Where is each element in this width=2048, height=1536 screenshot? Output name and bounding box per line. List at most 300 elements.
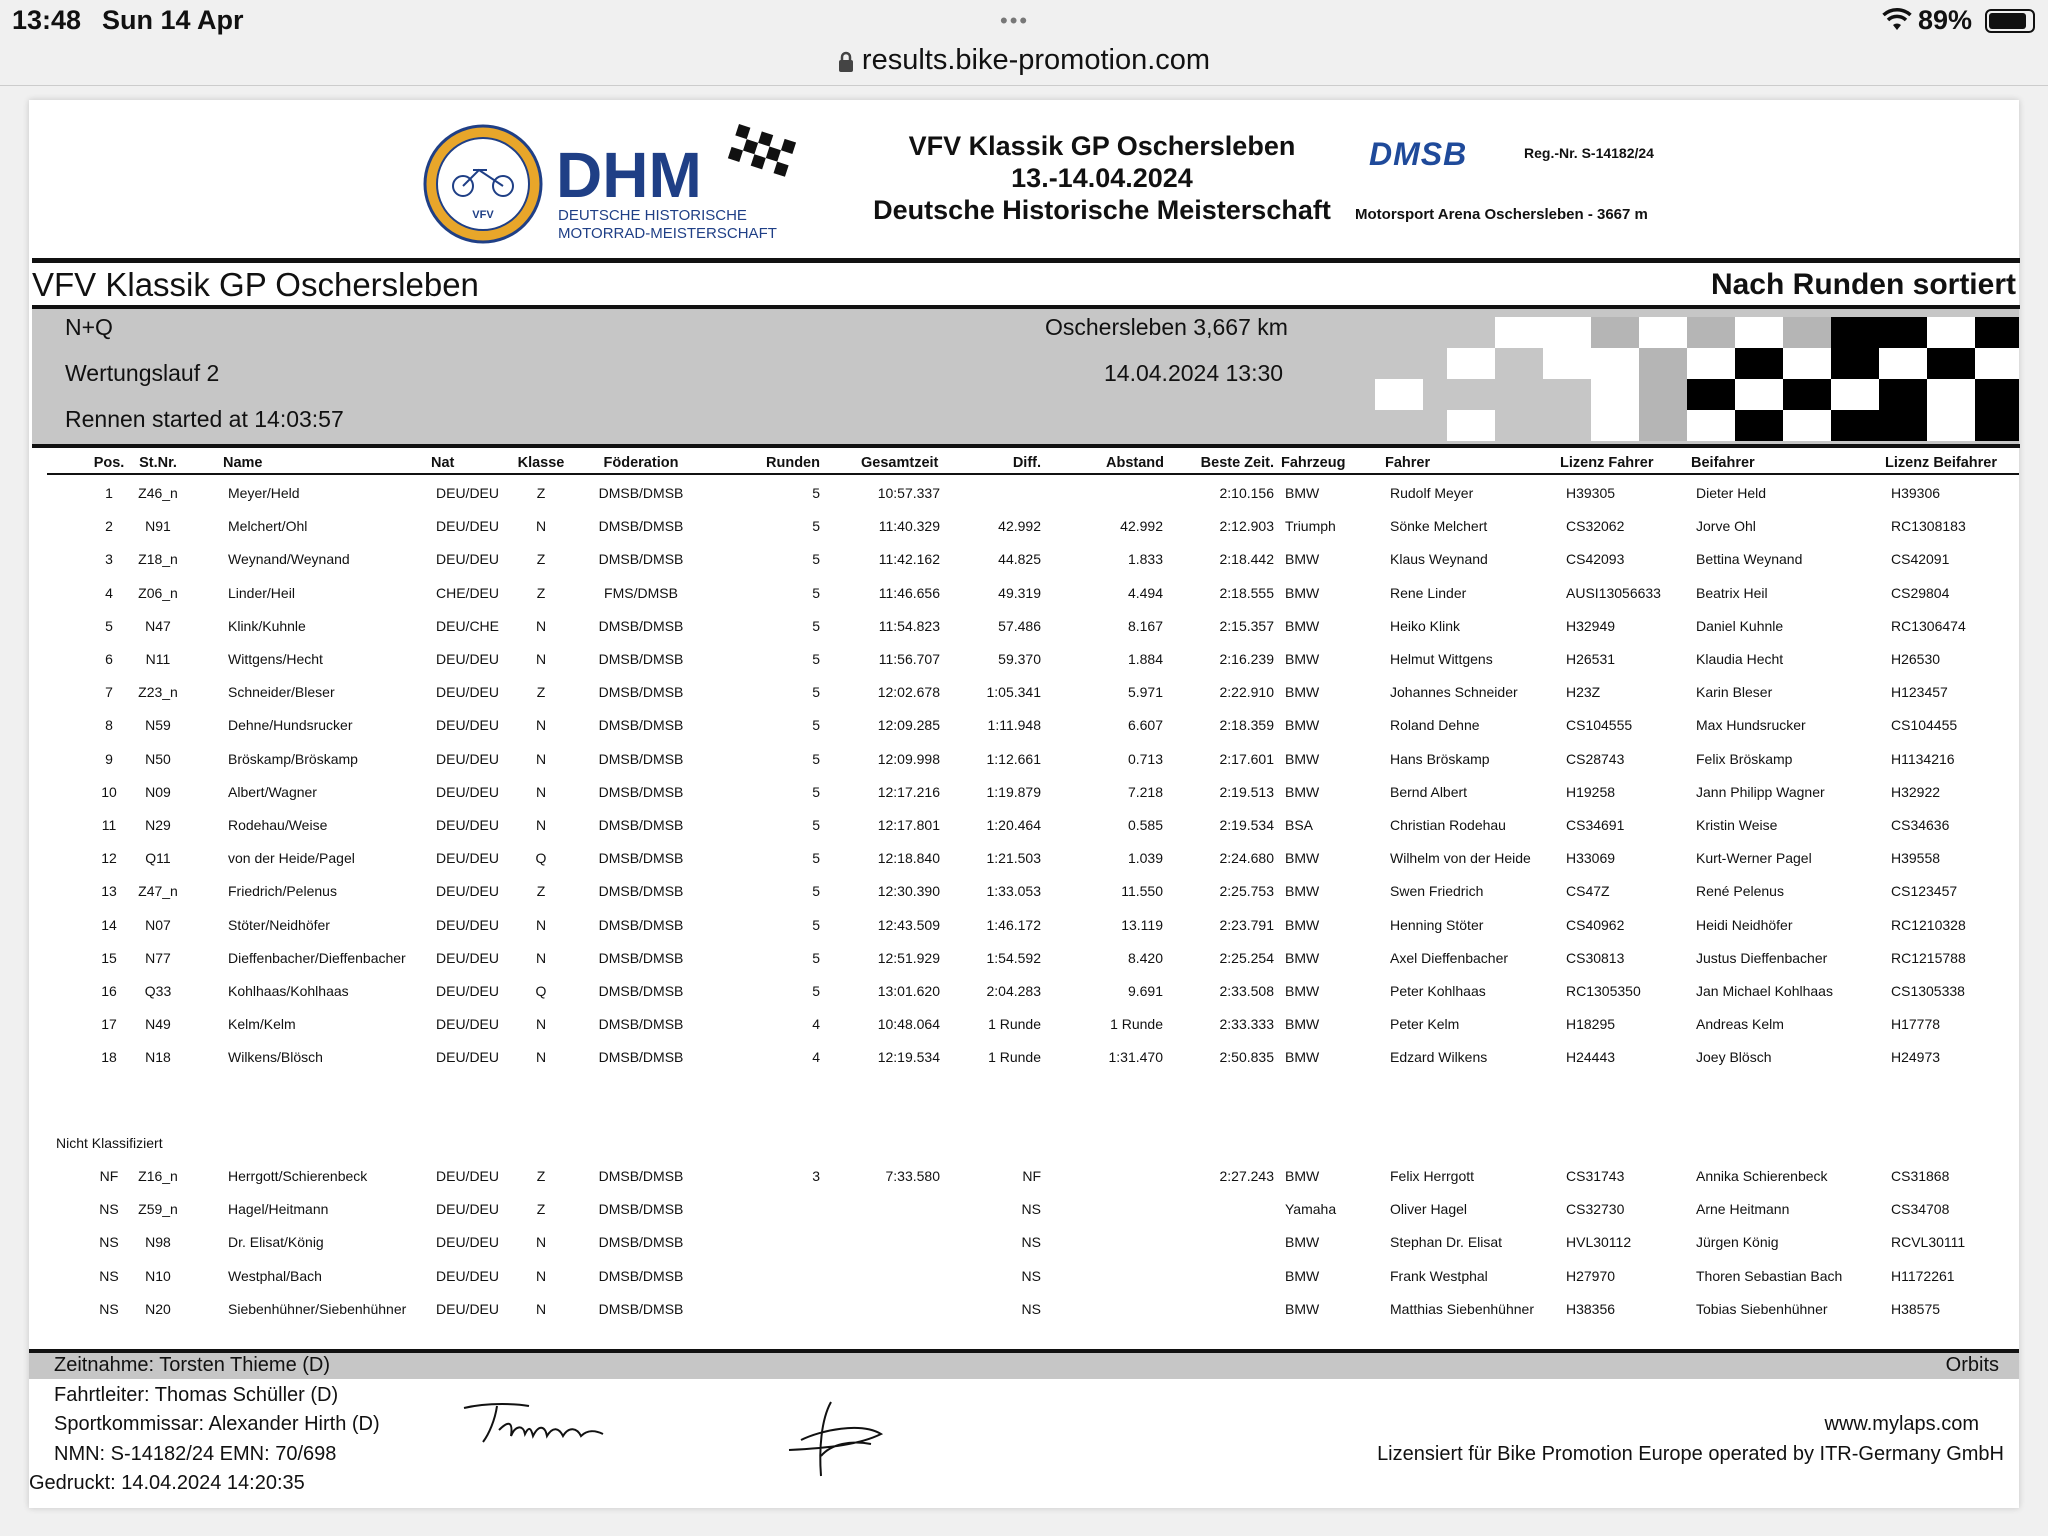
table-cell: 11:54.823 [878,617,940,634]
table-row [47,751,2019,771]
table-cell: H38356 [1566,1300,1616,1317]
dhm-sub1: DEUTSCHE HISTORISCHE [558,207,747,224]
table-cell: Annika Schierenbeck [1696,1168,1828,1184]
table-cell: 1:05.341 [986,684,1041,701]
table-cell: 5 [812,617,820,634]
table-cell: 9.691 [1127,983,1163,999]
table-row [47,684,2019,704]
table-cell: DEU/DEU [436,651,500,667]
dmsb-logo: DMSB [1369,136,1468,172]
table-cell: 5 [812,949,820,966]
table-cell: N [535,949,547,966]
table-cell: DMSB/DMSB [598,485,684,501]
table-cell: H1172261 [1891,1267,1955,1284]
table-cell: 2:10.156 [1219,485,1274,501]
table-cell: von der Heide/Pagel [228,850,355,867]
table-cell: Z59_n [138,1201,178,1218]
table-cell: N07 [145,916,171,933]
table-cell: DMSB/DMSB [598,684,684,701]
table-cell: Weynand/Weynand [228,551,350,568]
column-header: Gesamtzeit [861,455,939,471]
column-header: Name [223,455,263,471]
table-cell: NF [1022,1168,1041,1184]
checker-square [1975,317,2019,348]
table-cell: Friedrich/Pelenus [228,883,337,900]
table-cell: Siebenhühner/Siebenhühner [228,1300,407,1317]
table-cell: DEU/DEU [436,850,500,867]
table-row [47,551,2019,571]
table-cell: Kelm/Kelm [228,1016,296,1033]
table-cell: DEU/DEU [436,1267,500,1284]
dhm-sub2: MOTORRAD-MEISTERSCHAFT [558,225,777,242]
table-cell: CS32730 [1566,1201,1625,1218]
checker-square [1543,317,1591,348]
table-cell: Z06_n [138,584,178,601]
column-header: Lizenz Fahrer [1560,455,1654,471]
table-cell: Peter Kohlhaas [1390,983,1486,999]
table-cell: RCVL30111 [1891,1234,1966,1251]
table-cell: 12:51.929 [877,949,940,966]
table-cell: 18 [101,1049,117,1066]
wifi-icon [1882,8,1912,32]
table-cell: NS [99,1201,119,1218]
table-cell: BMW [1285,783,1320,800]
table-cell: Heiko Klink [1390,617,1461,634]
checker-square [1927,410,1975,441]
table-cell: Klaus Weynand [1390,551,1488,568]
table-row [47,1049,2019,1069]
race-run: Wertungslauf 2 [65,360,220,386]
table-cell: 2:25.753 [1219,883,1274,900]
table-cell: 5 [812,485,820,501]
table-row [47,485,2019,505]
table-cell: DMSB/DMSB [598,983,684,999]
table-cell: H1134216 [1891,750,1955,767]
table-cell: Z [536,584,546,601]
divider [32,258,2020,263]
table-cell: Jann Philipp Wagner [1696,783,1825,800]
table-cell: Hans Bröskamp [1390,750,1490,767]
sort-label: Nach Runden sortiert [1710,268,2016,301]
column-header: Pos. [93,455,125,471]
table-cell: N47 [145,617,171,634]
table-row [47,1301,2019,1321]
table-cell: 2:12.903 [1219,518,1274,535]
table-cell: 1.884 [1127,651,1163,667]
table-row [47,618,2019,638]
table-cell: Q11 [145,850,171,867]
table-cell: Matthias Siebenhühner [1390,1300,1534,1317]
checker-square [1735,410,1783,441]
table-cell: Arne Heitmann [1696,1201,1790,1218]
table-header-rule [47,473,2019,475]
table-cell: 4 [812,1049,820,1066]
table-cell: FMS/DMSB [604,584,678,601]
table-cell: 0.585 [1127,817,1163,833]
table-cell: Q [535,850,547,867]
table-cell: BMW [1285,617,1320,634]
mylaps-link[interactable]: www.mylaps.com [1824,1413,1979,1435]
table-cell: 16 [101,983,117,999]
table-cell: BMW [1285,949,1320,966]
checker-square [1783,379,1831,410]
header-title [837,130,1367,226]
checker-square [1495,317,1543,348]
table-cell: 59.370 [998,651,1041,667]
column-header: Fahrer [1385,455,1431,471]
checker-square [1879,317,1927,348]
table-cell: N [535,1234,547,1251]
status-date: Sun 14 Apr [102,5,244,35]
table-cell: CHE/DEU [436,584,500,601]
table-cell: N50 [145,750,171,767]
battery-icon [1985,9,2035,33]
table-cell: H123457 [1891,684,1948,701]
table-cell: 2:22.910 [1219,684,1274,701]
checkered-pattern [1303,309,2019,444]
checker-square [1927,379,1975,410]
table-cell: Peter Kelm [1390,1016,1460,1033]
table-cell: CS29804 [1891,584,1950,601]
table-row [47,983,2019,1003]
table-cell: Justus Dieffenbacher [1696,949,1828,966]
table-cell: CS30813 [1566,949,1625,966]
table-cell: N09 [145,783,171,800]
table-cell: Melchert/Ohl [228,518,308,535]
table-row [47,883,2019,903]
table-cell: 12:09.285 [877,717,940,734]
table-cell: H32949 [1566,617,1616,634]
table-cell: DMSB/DMSB [598,916,684,933]
table-cell: H24973 [1891,1049,1941,1066]
checker-square [1375,379,1423,410]
checker-square [1447,348,1495,379]
table-cell: BMW [1285,551,1320,568]
event-name: VFV Klassik GP Oschersleben [32,266,479,303]
checker-square [1543,348,1591,379]
checker-square [1831,317,1879,348]
table-cell: Z23_n [138,684,178,701]
table-cell: Meyer/Held [228,485,300,501]
table-cell: 42.992 [998,518,1041,535]
table-cell: DEU/DEU [436,949,500,966]
column-header: Beifahrer [1691,455,1755,471]
table-cell: RC1215788 [1891,949,1966,966]
table-cell: Wilkens/Blösch [228,1049,323,1066]
address-bar[interactable] [0,40,2048,86]
url-text: results.bike-promotion.com [861,44,1211,76]
table-cell: CS34636 [1891,817,1950,833]
seal-inner-text: VFV [472,209,494,221]
table-cell: 13.119 [1121,916,1163,933]
signature-hirth [781,1400,891,1480]
table-cell: BMW [1285,1049,1320,1066]
table-row [47,1201,2019,1221]
table-cell: BMW [1285,584,1320,601]
table-cell: 2:18.359 [1219,717,1274,734]
table-cell: Felix Herrgott [1390,1168,1475,1184]
table-cell: Sönke Melchert [1390,518,1488,535]
checker-flag-icon [728,124,796,177]
table-cell: 1:20.464 [986,817,1041,833]
table-cell: N [535,1016,547,1033]
table-cell: N11 [145,651,171,667]
table-cell: N59 [145,717,171,734]
table-cell: Stephan Dr. Elisat [1390,1234,1503,1251]
table-cell: CS1305338 [1891,983,1965,999]
table-cell: BMW [1285,983,1320,999]
table-cell: DMSB/DMSB [598,750,684,767]
table-cell: N [535,1267,547,1284]
table-cell: CS123457 [1891,883,1958,900]
table-cell: CS32062 [1566,518,1625,535]
table-cell: N [535,817,547,833]
table-cell: Jan Michael Kohlhaas [1696,983,1833,999]
table-cell: DMSB/DMSB [598,551,684,568]
table-cell: BMW [1285,750,1320,767]
race-datetime: 14.04.2024 13:30 [1104,360,1284,386]
table-cell: Z18_n [138,551,178,568]
table-cell: Felix Bröskamp [1696,750,1793,767]
table-cell: 4 [812,1016,820,1033]
table-cell: 7:33.580 [885,1168,940,1184]
table-cell: Kurt-Werner Pagel [1696,850,1812,867]
column-header: Diff. [1012,455,1041,471]
multitask-dots[interactable]: ••• [1000,8,1030,33]
table-cell: 5 [812,850,820,867]
table-cell: 4 [105,584,113,601]
checker-square [1639,410,1687,441]
printed-date: Gedruckt: 14.04.2024 14:20:35 [29,1472,305,1494]
table-cell: 2 [105,518,113,535]
column-header: Fahrzeug [1281,455,1346,471]
header-title-line2: 13.-14.04.2024 [1011,163,1193,193]
table-cell: DEU/DEU [436,1234,500,1251]
table-cell: BMW [1285,916,1320,933]
table-cell: 2:27.243 [1219,1168,1274,1184]
table-cell: 13 [101,883,117,900]
race-director: Fahrtleiter: Thomas Schüller (D) [54,1384,339,1406]
table-cell: 6 [105,651,113,667]
table-cell: Swen Friedrich [1390,883,1484,900]
table-cell: Kristin Weise [1696,817,1778,833]
table-cell: N29 [145,817,171,833]
table-cell: BMW [1285,1267,1320,1284]
table-cell: 5 [812,584,820,601]
table-cell: DMSB/DMSB [598,651,684,667]
table-cell: H18295 [1566,1016,1616,1033]
table-cell: NS [99,1300,119,1317]
lock-icon [838,51,854,73]
table-cell: 1:12.661 [986,750,1041,767]
arena-info: Motorsport Arena Oschersleben - 3667 m [1355,206,1648,223]
table-cell: H38575 [1891,1300,1941,1317]
table-cell: 5 [812,684,820,701]
table-cell: 1:11.948 [987,717,1041,734]
checker-square [1831,410,1879,441]
table-cell: H39305 [1566,485,1616,501]
table-cell: DEU/DEU [436,1201,500,1218]
table-cell: 12:17.216 [877,783,940,800]
table-cell: 6.607 [1127,717,1163,734]
table-cell: Klink/Kuhnle [228,617,306,634]
table-cell: 15 [101,949,117,966]
dhm-wordmark: DHM [556,139,702,211]
table-cell: N77 [145,949,171,966]
table-cell: DEU/DEU [436,485,500,501]
table-cell: H39558 [1891,850,1941,867]
table-cell: CS42093 [1566,551,1625,568]
table-cell: Jürgen König [1696,1234,1779,1251]
table-cell: 2:18.555 [1219,584,1274,601]
table-cell: Helmut Wittgens [1390,651,1493,667]
table-cell: Johannes Schneider [1390,684,1518,701]
table-cell: CS34691 [1566,817,1625,833]
table-cell: 2:04.283 [986,983,1041,999]
table-cell: NS [1021,1201,1041,1218]
table-cell: 12:09.998 [877,750,940,767]
table-cell: Z16_n [138,1168,178,1184]
table-cell: 12:02.678 [877,684,940,701]
table-cell: H26530 [1891,651,1941,667]
checker-square [1879,348,1927,379]
table-cell: N98 [145,1234,171,1251]
table-row [47,817,2019,837]
table-cell: N [535,750,547,767]
table-cell: 1 Runde [988,1049,1041,1066]
checker-square [1975,410,2019,441]
table-cell: Rene Linder [1390,584,1467,601]
table-cell: DMSB/DMSB [598,783,684,800]
table-cell: 7 [105,684,113,701]
table-row [47,1168,2019,1188]
table-cell: DEU/DEU [436,1300,500,1317]
table-cell: 1:54.592 [986,949,1041,966]
table-cell: Tobias Siebenhühner [1696,1300,1828,1317]
table-cell: 5 [812,717,820,734]
table-cell: 2:19.513 [1219,783,1274,800]
table-cell: N18 [145,1049,171,1066]
table-cell: 0.713 [1127,750,1163,767]
table-cell: 11:42.162 [878,551,940,568]
table-cell: Triumph [1285,518,1336,535]
table-cell: N [535,1300,547,1317]
table-cell: Rudolf Meyer [1390,485,1474,501]
table-cell: Henning Stöter [1390,916,1484,933]
table-cell: H19258 [1566,783,1616,800]
table-cell: 2:33.333 [1219,1016,1274,1033]
table-cell: N49 [145,1016,171,1033]
table-row [47,651,2019,671]
table-cell: 9 [105,750,113,767]
table-row [47,1016,2019,1036]
table-cell: 2:23.791 [1219,916,1274,933]
table-cell: BMW [1285,1234,1320,1251]
table-cell: Axel Dieffenbacher [1390,949,1509,966]
table-cell: CS104455 [1891,717,1958,734]
table-cell: DEU/DEU [436,684,500,701]
checker-square [1687,317,1735,348]
table-cell: Dr. Elisat/König [228,1234,324,1251]
registration-number: Reg.-Nr. S-14182/24 [1524,145,1654,161]
table-cell: Stöter/Neidhöfer [228,916,330,933]
table-row [47,518,2019,538]
checker-square [1591,379,1639,410]
table-cell: DEU/DEU [436,1016,500,1033]
table-cell: 2:24.680 [1219,850,1274,867]
table-cell: DEU/DEU [436,916,500,933]
column-header: Lizenz Beifahrer [1885,455,1997,471]
table-cell: 7.218 [1127,783,1163,800]
status-time: 13:48 [12,5,82,35]
table-cell: 12:19.534 [877,1049,940,1066]
table-cell: DMSB/DMSB [598,850,684,867]
table-cell: Roland Dehne [1390,717,1480,734]
table-row [47,950,2019,970]
table-cell: Z [536,1201,546,1218]
license-text: Lizensiert für Bike Promotion Europe operated by ITR-Germany GmbH [1377,1443,2004,1465]
checker-square [1687,379,1735,410]
checker-square [1591,348,1639,379]
table-cell: RC1210328 [1891,916,1966,933]
header-title-line3: Deutsche Historische Meisterschaft [873,195,1331,225]
table-row [47,850,2019,870]
table-cell: DMSB/DMSB [598,518,684,535]
table-cell: 5 [105,617,113,634]
table-cell: N [535,1049,547,1066]
table-cell: Frank Westphal [1390,1267,1488,1284]
table-cell: BSA [1285,817,1314,833]
table-cell: H33069 [1566,850,1616,867]
table-cell: DMSB/DMSB [598,1201,684,1218]
table-cell: H27970 [1566,1267,1616,1284]
checker-square [1447,410,1495,441]
table-cell: BMW [1285,717,1320,734]
checker-square [1927,317,1975,348]
table-cell: DMSB/DMSB [598,717,684,734]
table-cell: Heidi Neidhöfer [1696,916,1793,933]
table-cell: 5 [812,750,820,767]
table-cell: Jorve Ohl [1696,518,1756,535]
table-cell: Klaudia Hecht [1696,651,1784,667]
table-cell: CS28743 [1566,750,1625,767]
table-cell: 12:18.840 [877,850,940,867]
table-cell: 10:57.337 [877,485,940,501]
table-cell: Z47_n [138,883,178,900]
column-header: St.Nr. [139,455,177,471]
checker-square [1975,379,2019,410]
table-cell: 3 [105,551,113,568]
table-cell: 1.833 [1127,551,1163,568]
table-cell: N [535,783,547,800]
checker-square [1687,348,1735,379]
table-cell: 11 [101,817,117,833]
table-cell: 11:56.707 [878,651,940,667]
column-header: Runden [766,455,820,471]
table-cell: 13:01.620 [877,983,940,999]
table-cell: N10 [145,1267,171,1284]
table-cell: 5 [812,883,820,900]
table-cell: 5 [812,783,820,800]
table-cell: 2:33.508 [1219,983,1274,999]
table-cell: Q [535,983,547,999]
table-cell: Dieter Held [1696,485,1767,501]
checker-square [1687,410,1735,441]
table-cell: 11.550 [1121,883,1163,900]
table-cell: Hagel/Heitmann [228,1201,329,1218]
table-cell: 5 [812,518,820,535]
table-cell: Westphal/Bach [228,1267,322,1284]
